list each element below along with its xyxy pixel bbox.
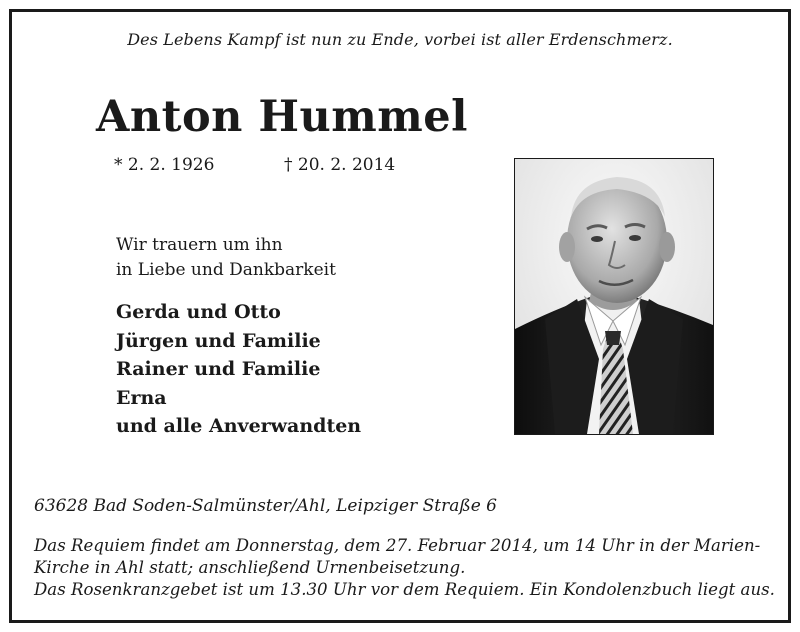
notice-line: Das Requiem findet am Donnerstag, dem 27. Februar 2014, um 14 Uhr in der Marien- [34, 536, 761, 555]
address-line: 63628 Bad Soden-Salmünster/Ahl, Leipziger Straße 6 [34, 496, 498, 516]
motto-line: Des Lebens Kampf ist nun zu Ende, vorbei ist aller Erdenschmerz. [127, 30, 673, 49]
birth-date: * 2. 2. 1926 [114, 155, 215, 175]
portrait-illustration [515, 159, 713, 434]
notice-line: Kirche in Ahl statt; anschließend Urnenbeisetzung. [34, 558, 466, 577]
mourner-entry: Jürgen und Familie [116, 329, 321, 352]
intro-line: Wir trauern um ihn [116, 235, 283, 255]
intro-line: in Liebe und Dankbarkeit [116, 260, 336, 280]
mourner-entry: Erna [116, 386, 167, 409]
notice-line: Das Rosenkranzgebet ist um 13.30 Uhr vor dem Requiem. Ein Kondolenzbuch liegt aus. [34, 580, 775, 599]
mourners-list [116, 298, 361, 441]
deceased-name: Anton Hummel [96, 92, 468, 142]
mourner-entry: und alle Anverwandten [116, 415, 362, 437]
service-notice [34, 535, 774, 601]
mourner-entry: Rainer und Familie [116, 358, 321, 380]
portrait-photo [514, 158, 714, 435]
intro-text [116, 233, 336, 283]
mourner-entry: Gerda und Otto [116, 301, 281, 323]
death-date: † 20. 2. 2014 [284, 155, 396, 175]
